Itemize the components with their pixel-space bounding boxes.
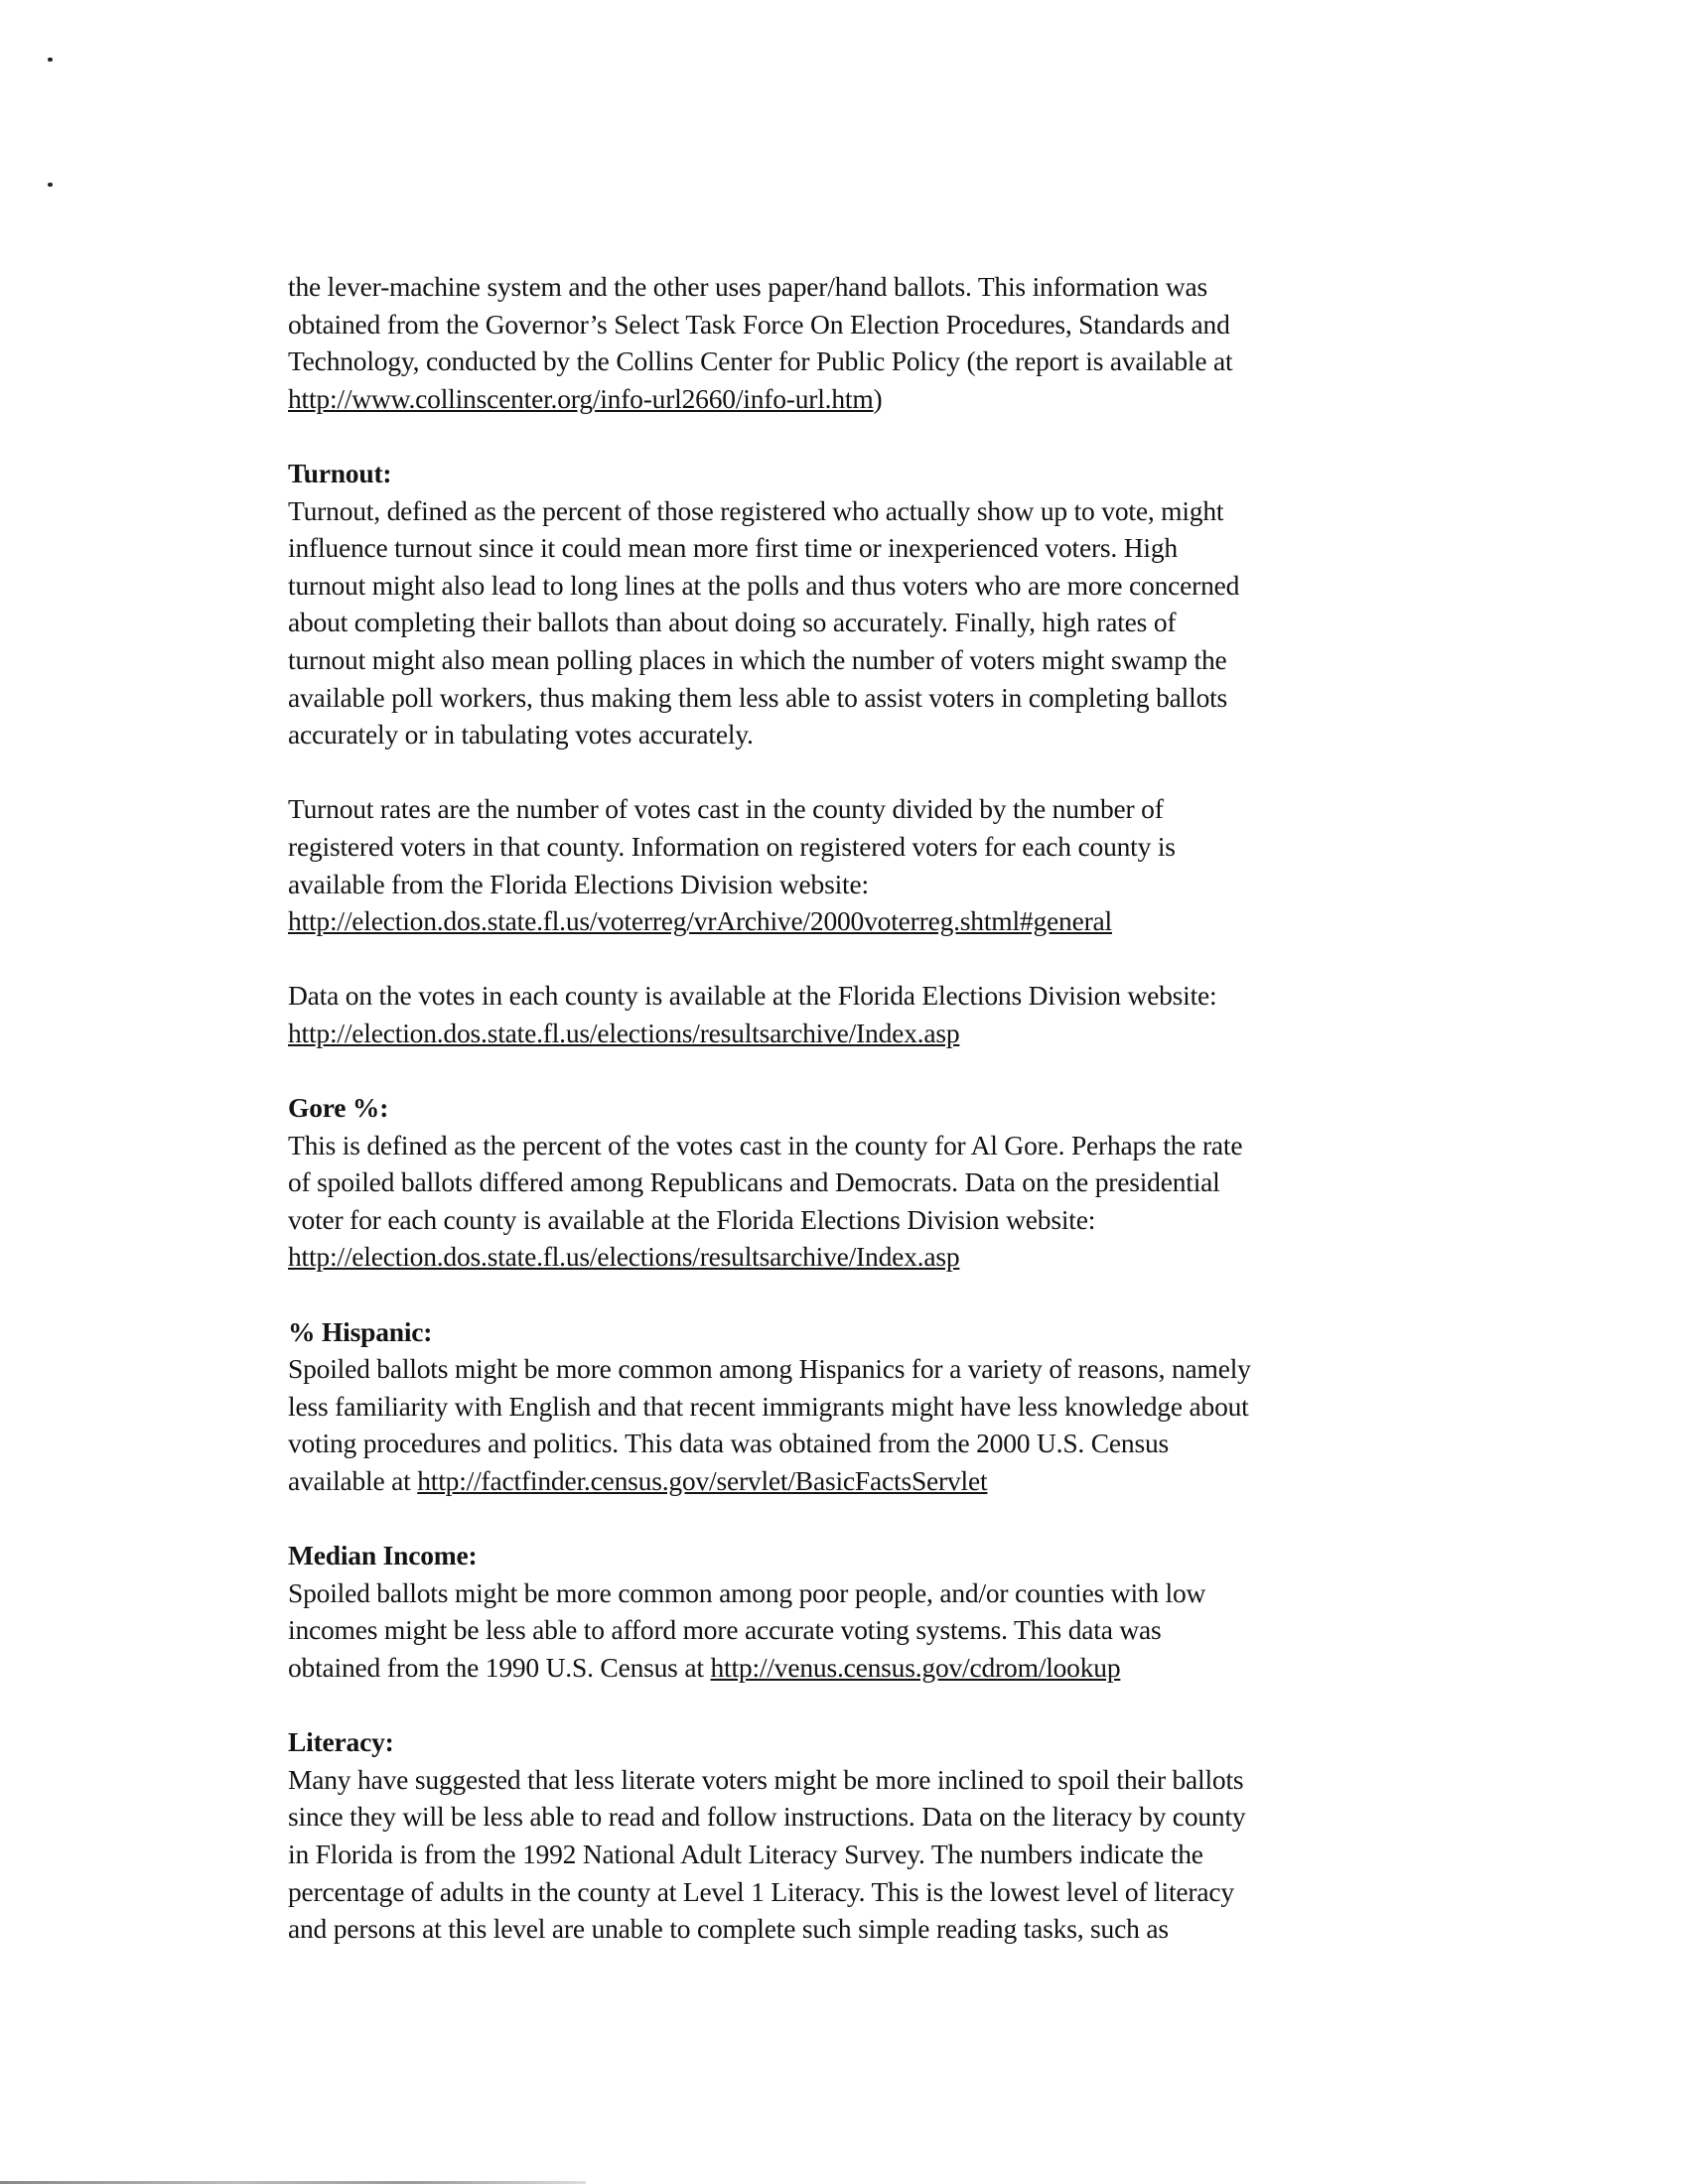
text-line: in Florida is from the 1992 National Adult Literacy Survey. The numbers indicate the xyxy=(288,1838,1203,1869)
text-line: available poll workers, thus making them less able to assist voters in completing ballots xyxy=(288,681,1228,713)
closing-paren: ) xyxy=(873,382,883,414)
text-line: obtained from the Governor’s Select Task Force On Election Procedures, Standards and xyxy=(288,308,1230,340)
text-line xyxy=(288,380,1479,418)
text-line: turnout might also lead to long lines at the polls and thus voters who are more concerned xyxy=(288,569,1240,601)
hispanic-paragraph xyxy=(288,1350,1479,1499)
section-heading-turnout: Turnout: xyxy=(288,457,392,488)
text-line xyxy=(288,1462,1479,1500)
text-line: Many have suggested that less literate voters might be more inclined to spoil their ballots xyxy=(288,1763,1244,1795)
text-line: registered voters in that county. Information on registered voters for each county is xyxy=(288,830,1176,862)
link-prefix: available at xyxy=(288,1465,418,1496)
turnout-rates-paragraph xyxy=(288,790,1479,939)
text-line: accurately or in tabulating votes accurately. xyxy=(288,719,754,751)
intro-paragraph xyxy=(288,268,1479,417)
section-heading-literacy: Literacy: xyxy=(288,1726,394,1758)
document-page xyxy=(288,268,1479,1984)
text-line: voting procedures and politics. This data was obtained from the 2000 U.S. Census xyxy=(288,1428,1170,1459)
text-line: influence turnout since it could mean more first time or inexperienced voters. High xyxy=(288,532,1178,564)
census-lookup-link[interactable]: http://venus.census.gov/cdrom/lookup xyxy=(710,1651,1121,1683)
income-paragraph xyxy=(288,1574,1479,1687)
text-line: Spoiled ballots might be more common among poor people, and/or counties with low xyxy=(288,1576,1206,1608)
scan-speck xyxy=(48,183,53,187)
text-line: voter for each county is available at the Florida Elections Division website: xyxy=(288,1203,1096,1235)
turnout-rates-section xyxy=(288,790,1479,939)
text-line: available from the Florida Elections Division website: xyxy=(288,868,869,899)
intro-section xyxy=(288,268,1479,417)
section-heading-hispanic: % Hispanic: xyxy=(288,1315,433,1347)
text-line xyxy=(288,1238,1479,1276)
text-line xyxy=(288,1649,1479,1687)
votes-data-paragraph xyxy=(288,977,1479,1051)
text-line: Data on the votes in each county is available at the Florida Elections Division website: xyxy=(288,980,1217,1012)
text-line: percentage of adults in the county at Level 1 Literacy. This is the lowest level of literacy xyxy=(288,1875,1234,1907)
gore-paragraph xyxy=(288,1127,1479,1276)
gore-results-link[interactable]: http://election.dos.state.fl.us/elections/resultsarchive/Index.asp xyxy=(288,1241,960,1273)
census-factfinder-link[interactable]: http://factfinder.census.gov/servlet/BasicFactsServlet xyxy=(417,1465,988,1496)
income-section xyxy=(288,1537,1479,1686)
section-heading-income: Median Income: xyxy=(288,1540,478,1571)
text-line: Spoiled ballots might be more common among Hispanics for a variety of reasons, namely xyxy=(288,1353,1251,1385)
text-line: the lever-machine system and the other uses paper/hand ballots. This information was xyxy=(288,271,1208,302)
link-prefix: obtained from the 1990 U.S. Census at xyxy=(288,1651,711,1683)
text-line: Turnout rates are the number of votes cast in the county divided by the number of xyxy=(288,793,1164,825)
turnout-paragraph xyxy=(288,492,1479,753)
election-results-link[interactable]: http://election.dos.state.fl.us/elections/resultsarchive/Index.asp xyxy=(288,1017,960,1048)
literacy-section xyxy=(288,1723,1479,1948)
text-line: of spoiled ballots differed among Republicans and Democrats. Data on the presidential xyxy=(288,1166,1220,1198)
text-line: Technology, conducted by the Collins Center for Public Policy (the report is available at xyxy=(288,345,1233,377)
literacy-paragraph xyxy=(288,1761,1479,1948)
text-line: Turnout, defined as the percent of those registered who actually show up to vote, might xyxy=(288,494,1224,526)
voter-registration-link[interactable]: http://election.dos.state.fl.us/voterreg/vrArchive/2000voterreg.shtml#general xyxy=(288,905,1112,937)
text-line: turnout might also mean polling places in which the number of voters might swamp the xyxy=(288,643,1227,675)
section-heading-gore: Gore %: xyxy=(288,1092,389,1124)
votes-data-section xyxy=(288,977,1479,1051)
hispanic-section xyxy=(288,1313,1479,1500)
collins-center-link[interactable]: http://www.collinscenter.org/info-url2660/info-url.htm xyxy=(288,382,874,414)
text-line xyxy=(288,902,1479,940)
text-line: incomes might be less able to afford more accurate voting systems. This data was xyxy=(288,1614,1162,1646)
text-line: This is defined as the percent of the votes cast in the county for Al Gore. Perhaps the rate xyxy=(288,1129,1243,1160)
gore-section xyxy=(288,1089,1479,1276)
text-line: about completing their ballots than about doing so accurately. Finally, high rates of xyxy=(288,607,1177,638)
turnout-section xyxy=(288,455,1479,753)
text-line: and persons at this level are unable to complete such simple reading tasks, such as xyxy=(288,1913,1169,1945)
text-line: since they will be less able to read and follow instructions. Data on the literacy by county xyxy=(288,1801,1246,1833)
text-line: less familiarity with English and that recent immigrants might have less knowledge about xyxy=(288,1390,1249,1422)
scan-speck xyxy=(48,58,53,62)
text-line xyxy=(288,1015,1479,1052)
